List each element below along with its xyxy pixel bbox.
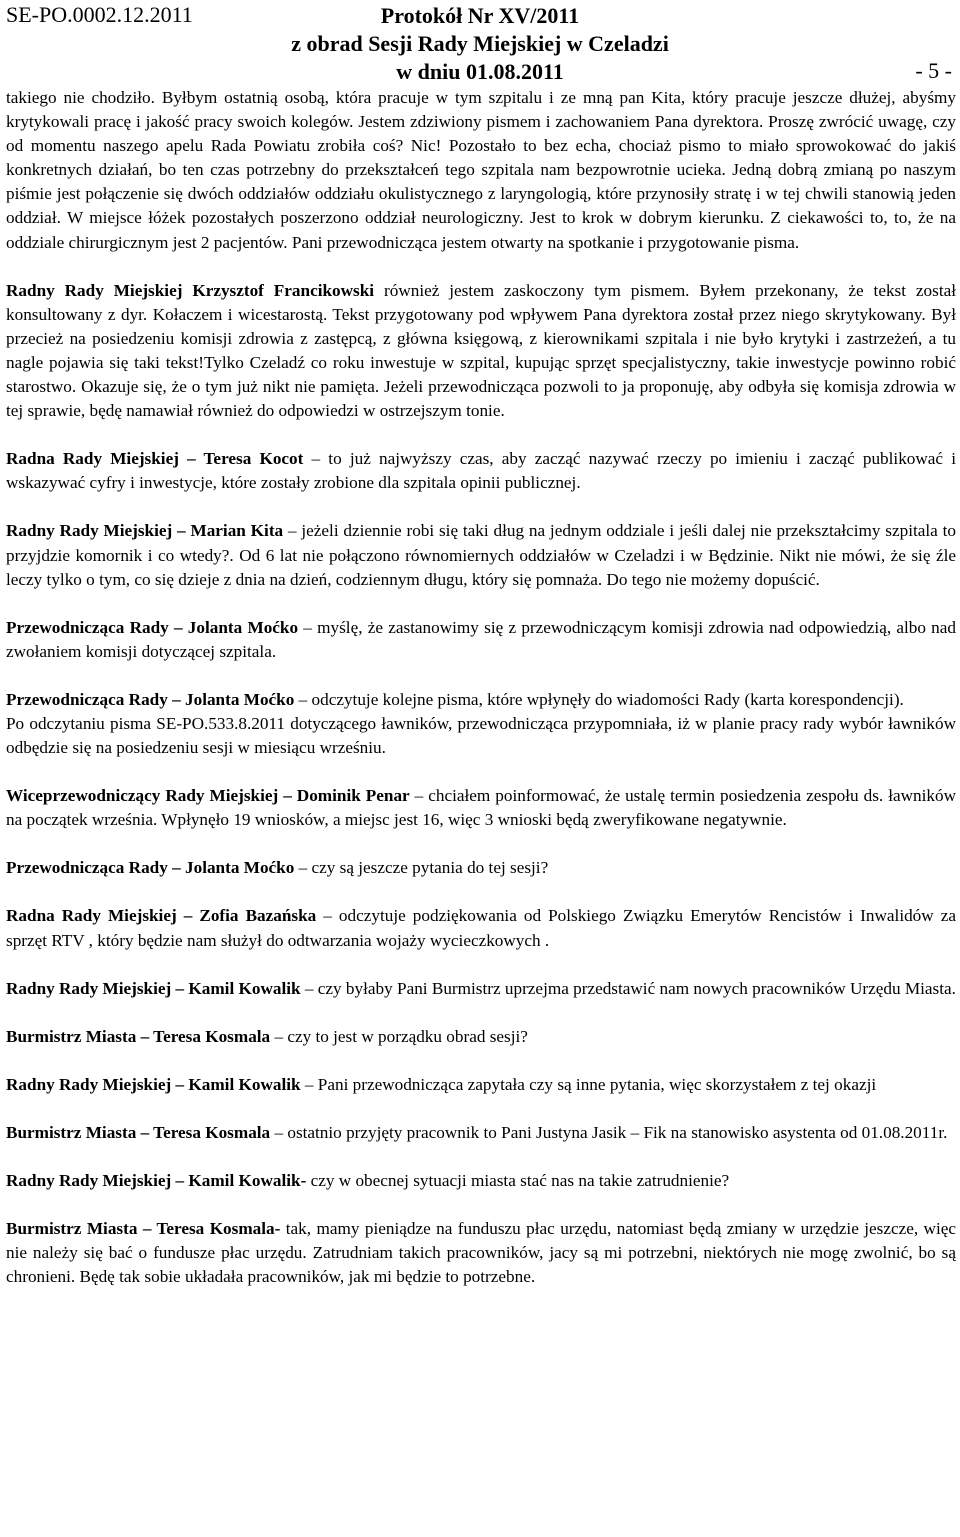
paragraph-text: – czy są jeszcze pytania do tej sesji? (294, 858, 549, 878)
paragraph-text: – odczytuje podziękowania od Polskiego Związku Emerytów Rencistów i Inwalidów za sprzęt RTV , który będzie nam służył do odtwarzania wojaży wycieczkowych . (6, 906, 956, 950)
speaker-name: Radna Rady Miejskiej – Zofia Bazańska (6, 906, 317, 926)
speaker-name: Burmistrz Miasta – Teresa Kosmala (6, 1026, 271, 1046)
paragraph-text: również jestem zaskoczony tym pismem. Byłem przekonany, że tekst został konsultowany z dyr. Kołaczem i wicestarostą. Tekst przygotowany pod wpływem Pana dyrektora został przez niego skrytykowany. Był przecież na posiedzeniu komisji zdrowia z zastępcą, z główna księgową, z kierownikami szpitala i nie było krytyki i zastrzeżeń, a tu nagle pojawia się taki tekst!Tylko Czeladź co roku inwestuje w szpital, kupując sprzęt specjalistyczny, takie inwestycje powinno robić starostwo. Okazuje się, że o tym już nikt nie pamięta. Jeżeli przewodnicząca pozwoli to ja proponuję, aby odbyła się komisja zdrowia w tej sprawie, będę namawiał również do odpowiedzi w ostrzejszym tonie. (6, 280, 957, 421)
paragraph (6, 1169, 956, 1193)
paragraph-text: Po odczytaniu pisma SE-PO.533.8.2011 dotyczącego ławników, przewodnicząca przypomniała, iż w planie pracy rady wybór ławników odbędzie się na posiedzeniu sesji w miesiącu wrześniu. (6, 713, 956, 758)
paragraph-text: – czy byłaby Pani Burmistrz uprzejma przedstawić nam nowych pracowników Urzędu Miasta. (300, 978, 956, 998)
paragraph-text: – to już najwyższy czas, aby zacząć nazywać rzeczy po imieniu i zacząć publikować i wskazywać cyfry i inwestycje, które zostały zrobione dla szpitala opinii publicznej. (6, 449, 956, 493)
speaker-name: Radny Rady Miejskiej Krzysztof Francikowski (6, 280, 375, 300)
speaker-name: Radny Rady Miejskiej – Kamil Kowalik (6, 1074, 301, 1094)
protocol-title: Protokół Nr XV/2011 (380, 3, 580, 28)
paragraph (6, 904, 956, 952)
page-header (0, 0, 960, 84)
paragraph (6, 279, 956, 424)
paragraph (6, 1217, 956, 1289)
document-body (6, 86, 956, 1313)
paragraph (6, 977, 956, 1001)
speaker-name: Burmistrz Miasta – Teresa Kosmala (6, 1122, 271, 1142)
paragraph (6, 856, 956, 880)
paragraph-text: – ostatnio przyjęty pracownik to Pani Justyna Jasik – Fik na stanowisko asystenta od 01.08.2011r. (270, 1122, 948, 1142)
paragraph-text: – Pani przewodnicząca zapytała czy są inne pytania, więc skorzystałem z tej okazji (300, 1074, 877, 1094)
paragraph (6, 86, 956, 255)
page-number: - 5 - (915, 58, 952, 83)
paragraph-text: – czy to jest w porządku obrad sesji? (270, 1026, 528, 1046)
speaker-name: Radna Rady Miejskiej – Teresa Kocot (6, 449, 304, 469)
paragraph-text: czy w obecnej sytuacji miasta stać nas na takie zatrudnienie? (306, 1171, 730, 1190)
paragraph (6, 1121, 956, 1145)
speaker-name: Przewodnicząca Rady – Jolanta Moćko (6, 689, 295, 709)
document-code: SE-PO.0002.12.2011 (6, 2, 193, 27)
paragraph (6, 1073, 956, 1097)
paragraph-text: tak, mamy pieniądze na funduszu płac urzędu, natomiast będą zmiany w urzędzie jeszcze, więc nie należy się bać o fundusze płac urzędu. Zatrudniam takich pracowników, jacy są mi potrzebni, niektórych nie mogę zwolnić, bo są chronieni. Będę tak sobie układała pracowników, jak mi będzie to potrzebne. (6, 1219, 956, 1287)
paragraph (6, 784, 956, 832)
speaker-name: Wiceprzewodniczący Rady Miejskiej – Dominik Penar (6, 786, 410, 806)
paragraph-text: – chciałem poinformować, że ustalę termin posiedzenia zespołu ds. ławników na początek września. Wpłynęło 19 wniosków, a miejsc jest 16, więc 3 wnioski będą zweryfikowane negatywnie. (6, 786, 956, 830)
paragraph-text: – jeżeli dziennie robi się taki dług na jednym oddziale i jeśli dalej nie przekształcimy szpitala to przyjdzie komornik i co wtedy?. Od 6 lat nie połączono równomiernych oddziałów w Czeladzi i w Będzinie. Nikt nie mówi, że się źle leczy tylko o tym, co się dzieje z dnia na dzień, codziennym długu, który się pomnaża. Do tego nie możemy dopuścić. (6, 521, 956, 589)
paragraph (6, 447, 956, 495)
paragraph (6, 688, 956, 712)
paragraph-text: – odczytuje kolejne pisma, które wpłynęły do wiadomości Rady (karta korespondencji). (294, 689, 904, 709)
paragraph (6, 1025, 956, 1049)
speaker-name: Przewodnicząca Rady – Jolanta Moćko (6, 858, 295, 878)
paragraph (6, 712, 956, 760)
speaker-name: Radny Rady Miejskiej – Marian Kita (6, 521, 284, 541)
speaker-name: Radny Rady Miejskiej – Kamil Kowalik- (6, 1171, 307, 1190)
paragraph (6, 616, 956, 664)
speaker-name: Burmistrz Miasta – Teresa Kosmala- (6, 1219, 281, 1239)
session-date: w dniu 01.08.2011 (396, 59, 564, 84)
paragraph-text: takiego nie chodziło. Byłbym ostatnią osobą, która pracuje w tym szpitalu i ze mną pan Kita, który pracuje jeszcze dłużej, abyśmy krytykowali pracę i jakość pracy swoich kolegów. Jestem zdziwiony pismem i zachowaniem Pana dyrektora. Proszę zwrócić uwagę, czy od momentu naszego apelu Rada Powiatu zrobiła coś? Nic! Pozostało to bez echa, chociaż pismo to miało sprowokować do jakiś konkretnych działań, bo ten czas potrzebny do przekształceń tego szpitala nam bezpowrotnie ucieka. Jedną dobrą zmianą po naszym piśmie jest połączenie się dwóch oddziałów oddziału okulistycznego z laryngologią, które przynosiły stratę i w tej chwili stanowią jeden oddział. W miejsce łóżek pozostałych poszerzono oddział neurologiczny. Jest to krok w dobrym kierunku. Z ciekawości to, to, że na oddziale chirurgicznym jest 2 pacjentów. Pani przewodnicząca jestem otwarty na spotkanie i przygotowanie pisma. (6, 88, 956, 252)
speaker-name: Radny Rady Miejskiej – Kamil Kowalik (6, 978, 301, 998)
speaker-name: Przewodnicząca Rady – Jolanta Moćko (6, 617, 299, 637)
paragraph (6, 519, 956, 591)
paragraph-text: – myślę, że zastanowimy się z przewodniczącym komisji zdrowia nad odpowiedzią, albo nad zwołaniem komisji dotyczącej szpitala. (6, 617, 956, 661)
session-title: z obrad Sesji Rady Miejskiej w Czeladzi (291, 31, 669, 56)
